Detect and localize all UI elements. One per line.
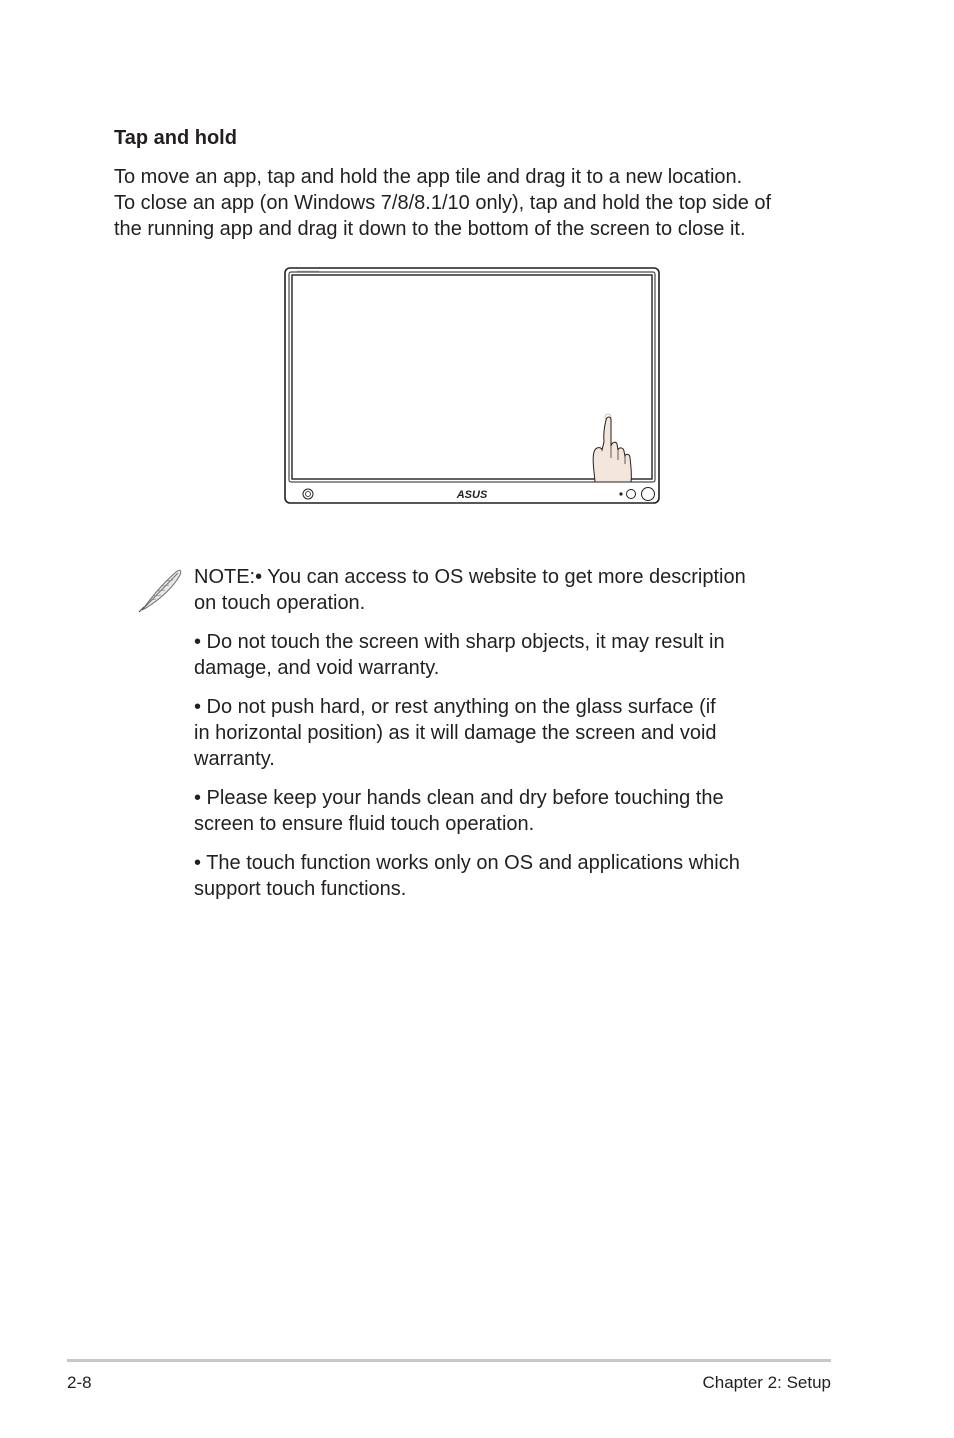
note-item — [194, 850, 834, 902]
footer-divider — [67, 1359, 831, 1362]
note-line: • Please keep your hands clean and dry before touching the — [194, 787, 724, 809]
note-line: support touch functions. — [194, 878, 407, 900]
note-line: screen to ensure fluid touch operation. — [194, 813, 535, 835]
note-line: NOTE:• You can access to OS website to get more description — [194, 566, 746, 588]
note-item — [194, 564, 834, 616]
page-number: 2-8 — [67, 1373, 92, 1392]
note-line: in horizontal position) as it will damage the screen and void — [194, 722, 717, 744]
intro-line: To move an app, tap and hold the app tile and drag it to a new location. — [114, 166, 743, 188]
intro-line: the running app and drag it down to the bottom of the screen to close it. — [114, 218, 746, 240]
monitor-with-touch-hand-icon — [283, 266, 661, 506]
note-line: • Do not touch the screen with sharp objects, it may result in — [194, 631, 725, 653]
chapter-label: Chapter 2: Setup — [702, 1373, 831, 1392]
note-item — [194, 629, 834, 681]
note-line: damage, and void warranty. — [194, 657, 440, 679]
note-line: on touch operation. — [194, 592, 366, 614]
note-line: warranty. — [194, 748, 275, 770]
brand-logo: ASUS — [456, 489, 488, 501]
note-line: • Do not push hard, or rest anything on the glass surface (if — [194, 696, 716, 718]
feather-pen-icon — [136, 566, 186, 614]
monitor-illustration — [283, 266, 661, 506]
section-heading: Tap and hold — [114, 127, 237, 149]
note-item — [194, 694, 834, 772]
note-block — [194, 564, 834, 915]
note-item — [194, 785, 834, 837]
note-line: • The touch function works only on OS and applications which — [194, 852, 740, 874]
intro-paragraph — [114, 164, 844, 242]
intro-line: To close an app (on Windows 7/8/8.1/10 only), tap and hold the top side of — [114, 192, 772, 214]
